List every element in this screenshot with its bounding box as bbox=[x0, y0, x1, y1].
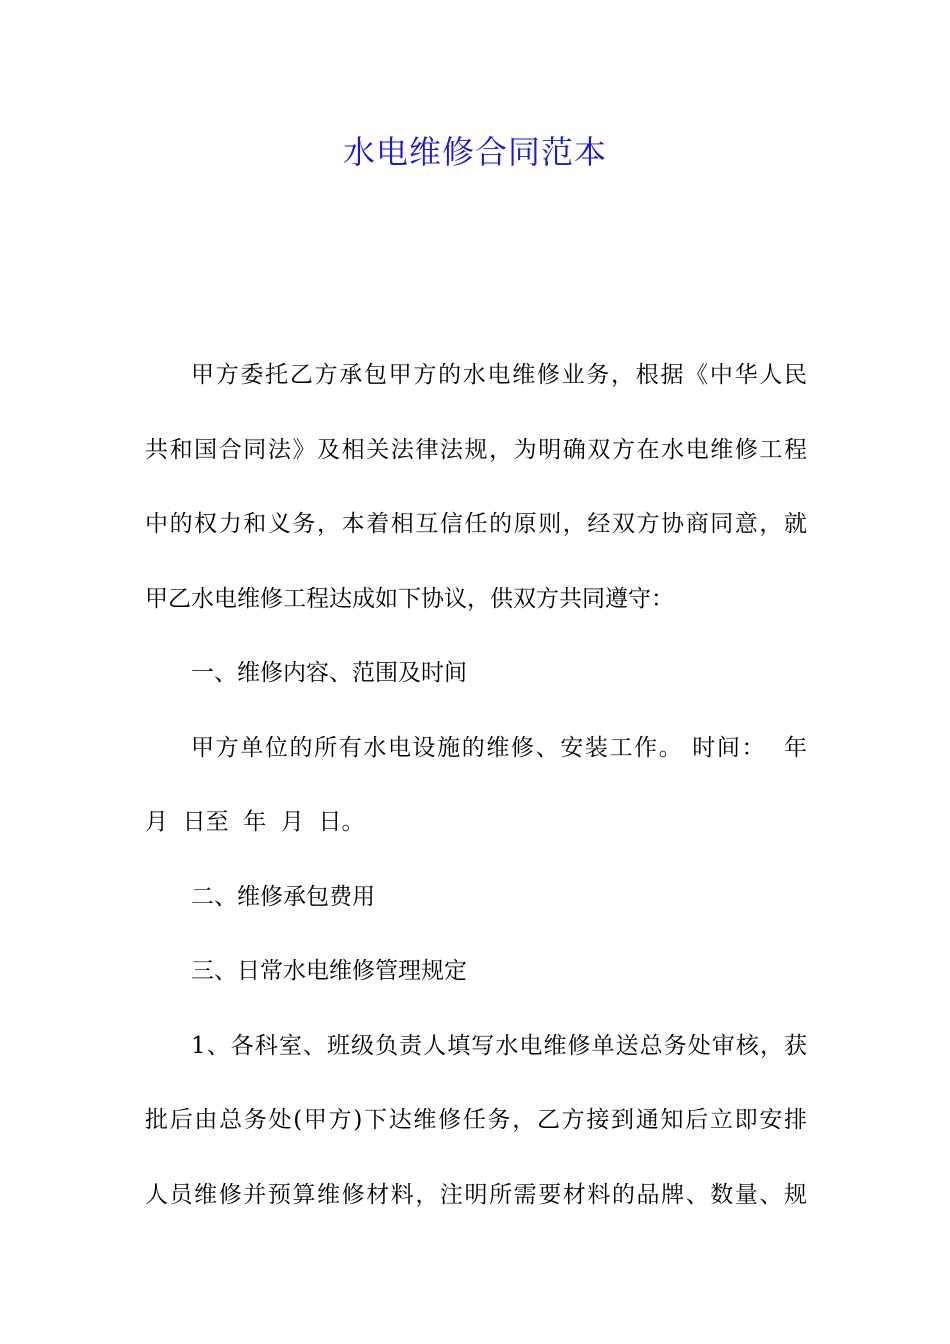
paragraph-rule-1 bbox=[145, 1009, 807, 1233]
text-line: 批后由总务处(甲方)下达维修任务，乙方接到通知后立即安排 bbox=[145, 1107, 807, 1133]
text-line: 三、日常水电维修管理规定 bbox=[191, 958, 467, 984]
document-title: 水电维修合同范本 bbox=[342, 133, 607, 171]
paragraph-scope bbox=[145, 711, 807, 860]
text-line: 共和国合同法》及相关法律法规，为明确双方在水电维修工程 bbox=[145, 436, 807, 463]
text-line: 二、维修承包费用 bbox=[191, 883, 375, 910]
text-line: 人员维修并预算维修材料，注明所需要材料的品牌、数量、规 bbox=[145, 1181, 807, 1208]
text-line: 甲方委托乙方承包甲方的水电维修业务，根据《中华人民 bbox=[191, 362, 807, 388]
paragraph-preamble bbox=[145, 338, 807, 636]
text-line: 月 日至 年 月 日。 bbox=[145, 809, 365, 835]
document-body bbox=[145, 338, 807, 1232]
text-line: 甲乙水电维修工程达成如下协议，供双方共同遵守： bbox=[145, 585, 674, 612]
section-heading-3 bbox=[145, 934, 807, 1009]
text-line: 1、各科室、班级负责人填写水电维修单送总务处审核，获 bbox=[191, 1032, 807, 1059]
section-heading-1 bbox=[145, 636, 807, 711]
text-line: 中的权力和义务，本着相互信任的原则，经双方协商同意，就 bbox=[145, 511, 807, 537]
section-heading-2 bbox=[145, 860, 807, 935]
text-line: 一、维修内容、范围及时间 bbox=[191, 660, 467, 686]
text-line: 甲方单位的所有水电设施的维修、安装工作。 时间： 年 bbox=[191, 734, 807, 761]
